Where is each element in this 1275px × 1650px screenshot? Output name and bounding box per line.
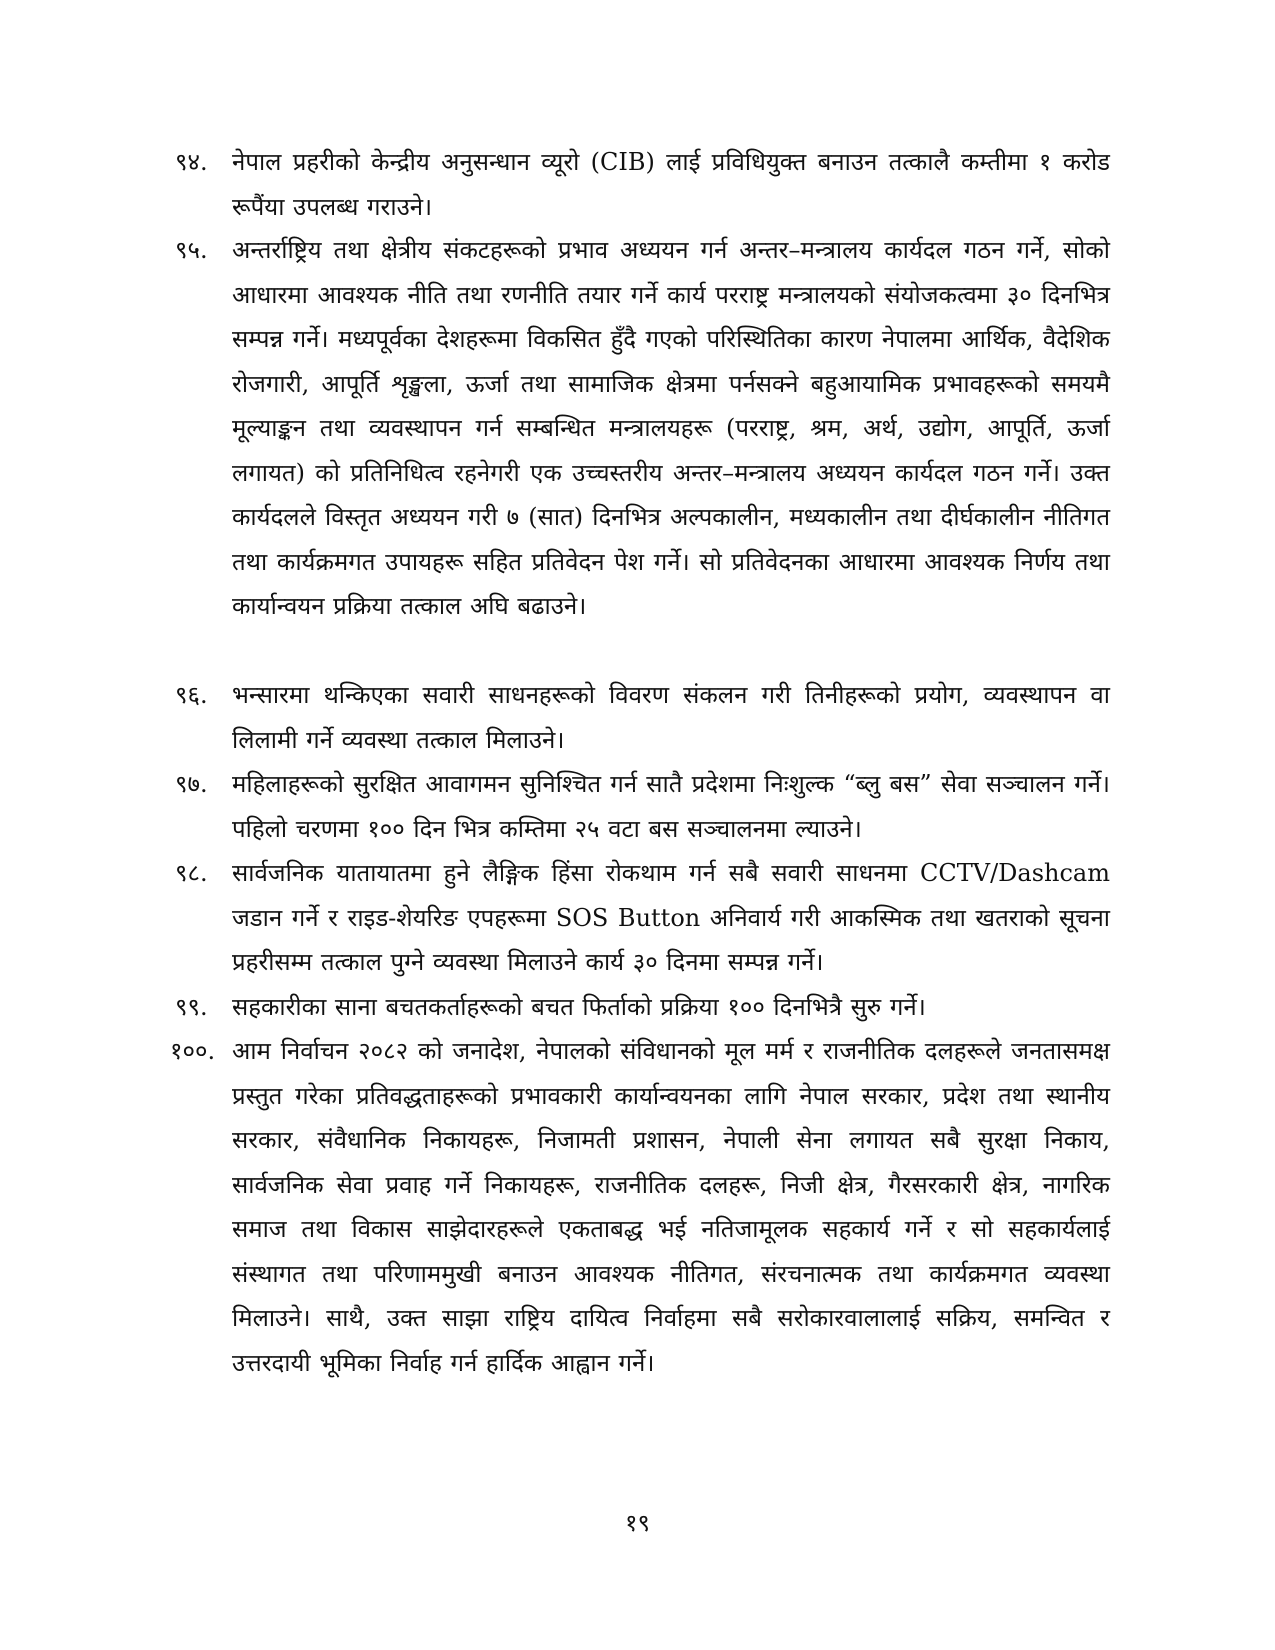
item-number: ९७.	[175, 770, 208, 798]
item-text: नेपाल प्रहरीको केन्द्रीय अनुसन्धान व्यूरो (CIB) लाई प्रविधियुक्त बनाउन तत्कालै कम्तीमा १ करोड रूपैंया उपलब्ध गराउने।	[232, 148, 1110, 221]
item-text: आम निर्वाचन २०८२ को जनादेश, नेपालको संविधानको मूल मर्म र राजनीतिक दलहरूले जनतासमक्ष प्रस्तुत गरेका प्रतिवद्धताहरूको प्रभावकारी कार्यान्वयनका लागि नेपाल सरकार, प्रदेश तथा स्थानीय सरकार, संवैधानिक निकायहरू, निजामती प्रशासन, नेपाली सेना लगायत सबै सुरक्षा निकाय, सार्वजनिक सेवा प्रवाह गर्ने निकायहरू, राजनीतिक दलहरू, निजी क्षेत्र, गैरसरकारी क्षेत्र, नागरिक समाज तथा विकास साझेदारहरूले एकताबद्ध भई नतिजामूलक सहकार्य गर्ने र सो सहकार्यलाई संस्थागत तथा परिणाममुखी बनाउन आवश्यक नीतिगत, संरचनात्मक तथा कार्यक्रमगत व्यवस्था मिलाउने। साथै, उक्त साझा राष्ट्रिय दायित्व निर्वाहमा सबै सरोकारवालालाई सक्रिय, समन्वित र उत्तरदायी भूमिका निर्वाह गर्न हार्दिक आह्वान गर्ने।	[232, 1037, 1110, 1377]
page-number: १९	[625, 1509, 650, 1537]
item-text: भन्सारमा थन्किएका सवारी साधनहरूको विवरण संकलन गरी तिनीहरूको प्रयोग, व्यवस्थापन वा लिलामी गर्ने व्यवस्था तत्काल मिलाउने।	[232, 681, 1110, 754]
item-number: ९६.	[175, 681, 208, 709]
item-number: १००.	[170, 1037, 216, 1065]
item-text: सहकारीका साना बचतकर्ताहरूको बचत फिर्ताको प्रक्रिया १०० दिनभित्रै सुरु गर्ने।	[232, 993, 926, 1021]
item-number: ९९.	[175, 993, 208, 1021]
item-text: अन्तर्राष्ट्रिय तथा क्षेत्रीय संकटहरूको प्रभाव अध्ययन गर्न अन्तर–मन्त्रालय कार्यदल गठन गर्ने, सोको आधारमा आवश्यक नीति तथा रणनीति तयार गर्ने कार्य परराष्ट्र मन्त्रालयको संयोजकत्वमा ३० दिनभित्र सम्पन्न गर्ने। मध्यपूर्वका देशहरूमा विकसित हुँदै गएको परिस्थितिका कारण नेपालमा आर्थिक, वैदेशिक रोजगारी, आपूर्ति शृङ्खला, ऊर्जा तथा सामाजिक क्षेत्रमा पर्नसक्ने बहुआयामिक प्रभावहरूको समयमै मूल्याङ्कन तथा व्यवस्थापन गर्न सम्बन्धित मन्त्रालयहरू (परराष्ट्र, श्रम, अर्थ, उद्योग, आपूर्ति, ऊर्जा लगायत) को प्रतिनिधित्व रहनेगरी एक उच्चस्तरीय अन्तर–मन्त्रालय अध्ययन कार्यदल गठन गर्ने। उक्त कार्यदलले विस्तृत अध्ययन गरी ७ (सात) दिनभित्र अल्पकालीन, मध्यकालीन तथा दीर्घकालीन नीतिगत तथा कार्यक्रमगत उपायहरू सहित प्रतिवेदन पेश गर्ने। सो प्रतिवेदनका आधारमा आवश्यक निर्णय तथा कार्यान्वयन प्रक्रिया तत्काल अघि बढाउने।	[232, 236, 1110, 620]
item-number: ९५.	[175, 236, 208, 264]
item-text: सार्वजनिक यातायातमा हुने लैङ्गिक हिंसा रोकथाम गर्न सबै सवारी साधनमा CCTV/Dashcam जडान गर्ने र राइड-शेयरिङ एपहरूमा SOS Button अनिवार्य गरी आकस्मिक तथा खतराको सूचना प्रहरीसम्म तत्काल पुग्ने व्यवस्था मिलाउने कार्य ३० दिनमा सम्पन्न गर्ने।	[232, 859, 1110, 976]
item-text: महिलाहरूको सुरक्षित आवागमन सुनिश्चित गर्न सातै प्रदेशमा निःशुल्क “ब्लु बस” सेवा सञ्चालन गर्ने। पहिलो चरणमा १०० दिन भित्र कम्तिमा २५ वटा बस सञ्चालनमा ल्याउने।	[232, 770, 1110, 843]
item-number: ९४.	[175, 148, 208, 176]
item-number: ९८.	[175, 859, 208, 887]
